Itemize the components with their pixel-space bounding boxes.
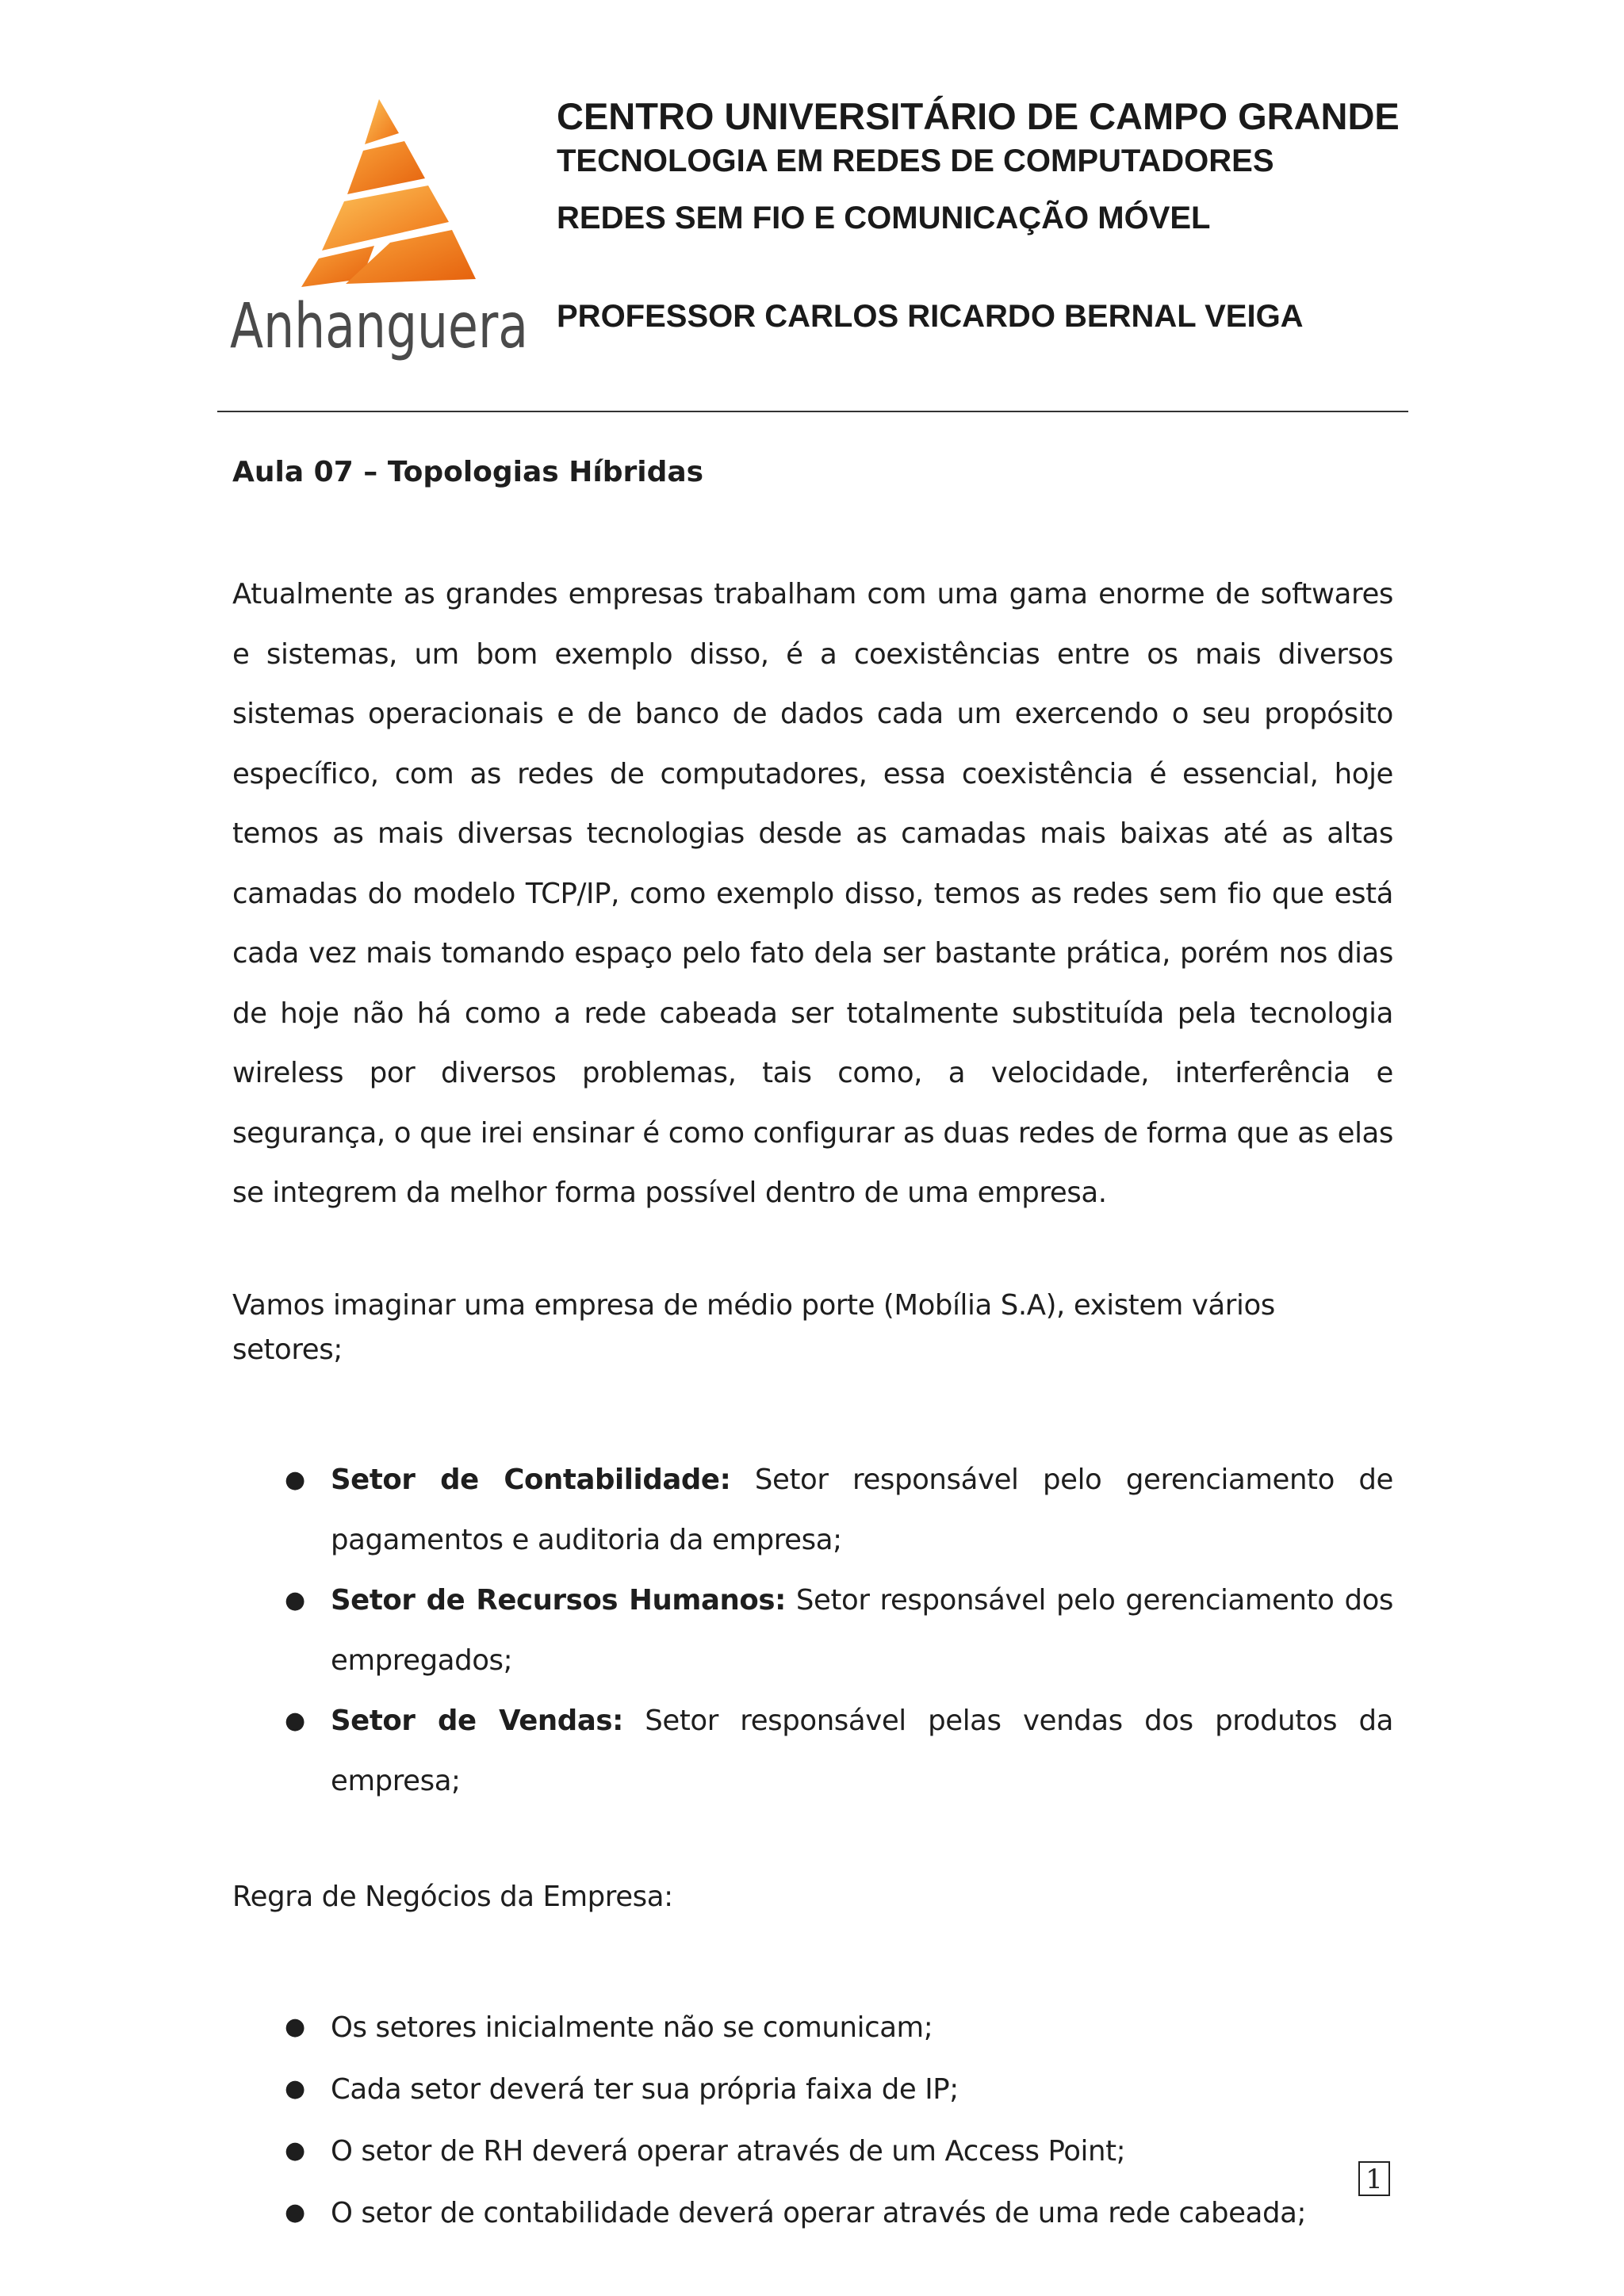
sector-description: Setor responsável pelas vendas dos produtos da empresa; [331,1704,1393,1797]
anhanguera-logo [228,95,530,365]
rule-text: Cada setor deverá ter sua própria faixa de IP; [331,2072,959,2106]
list-item [232,1450,1393,1571]
bullet-icon: ● [285,1465,305,1494]
sector-description: Setor responsável pelo gerenciamento de pagamentos e auditoria da empresa; [331,1463,1393,1556]
intro-paragraph: Atualmente as grandes empresas trabalham com uma gama enorme de softwares e sistemas, um bom exemplo disso, é a coexistências entre os mais diversos sistemas operacionais e de banco de dados cada um exercendo o seu propósito específico, com as redes de computadores, essa coexistência é essencial, hoje temos as mais diversas tecnologias desde as camadas mais baixas até as altas camadas do modelo TCP/IP, como exemplo disso, temos as redes sem fio que está cada vez mais tomando espaço pelo fato dela ser bastante prática, porém nos dias de hoje não há como a rede cabeada ser totalmente substituída pela tecnologia wireless por diversos problemas, tais como, a velocidade, interferência e segurança, o que irei ensinar é como configurar as duas redes de forma que as elas se integrem da melhor forma possível dentro de uma empresa. [232,578,1393,1209]
list-item [232,1571,1393,1691]
list-item [232,2059,1393,2121]
scenario-paragraph: Vamos imaginar uma empresa de médio porte (Mobília S.A), existem vários setores; [232,1288,1275,1366]
rules-list [232,1997,1393,2244]
logo-wordmark: Anhanguera [230,291,528,362]
document-header [557,94,1413,336]
rule-text: Os setores inicialmente não se comunicam; [331,2011,933,2044]
bullet-icon: ● [285,2198,305,2226]
discipline-name: REDES SEM FIO E COMUNICAÇÃO MÓVEL [557,201,1211,235]
lesson-title: Aula 07 – Topologias Híbridas [232,456,704,488]
list-item [232,1997,1393,2059]
document-body [232,450,1393,2244]
header-divider [217,411,1408,412]
logo-triangle-icon [301,99,476,287]
rule-text: O setor de contabilidade deverá operar através de uma rede cabeada; [331,2196,1307,2229]
page-number: 1 [1358,2161,1390,2196]
bullet-icon: ● [285,1586,305,1614]
rules-title: Regra de Negócios da Empresa: [232,1880,673,1913]
professor-name: PROFESSOR CARLOS RICARDO BERNAL VEIGA [557,299,1304,334]
course-name: TECNOLOGIA EM REDES DE COMPUTADORES [557,144,1274,178]
sector-name: Setor de Recursos Humanos: [331,1583,786,1617]
bullet-icon: ● [285,1706,305,1735]
sector-name: Setor de Contabilidade: [331,1463,731,1496]
sector-name: Setor de Vendas: [331,1704,623,1737]
list-item [232,1691,1393,1812]
sector-description: Setor responsável pelo gerenciamento dos empregados; [331,1583,1394,1677]
list-item [232,2183,1393,2244]
bullet-icon: ● [285,2074,305,2103]
bullet-icon: ● [285,2012,305,2041]
sectors-list [232,1450,1393,1812]
rule-text: O setor de RH deverá operar através de um Access Point; [331,2134,1126,2168]
list-item [232,2121,1393,2183]
institution-name: CENTRO UNIVERSITÁRIO DE CAMPO GRANDE [557,95,1400,137]
bullet-icon: ● [285,2136,305,2164]
